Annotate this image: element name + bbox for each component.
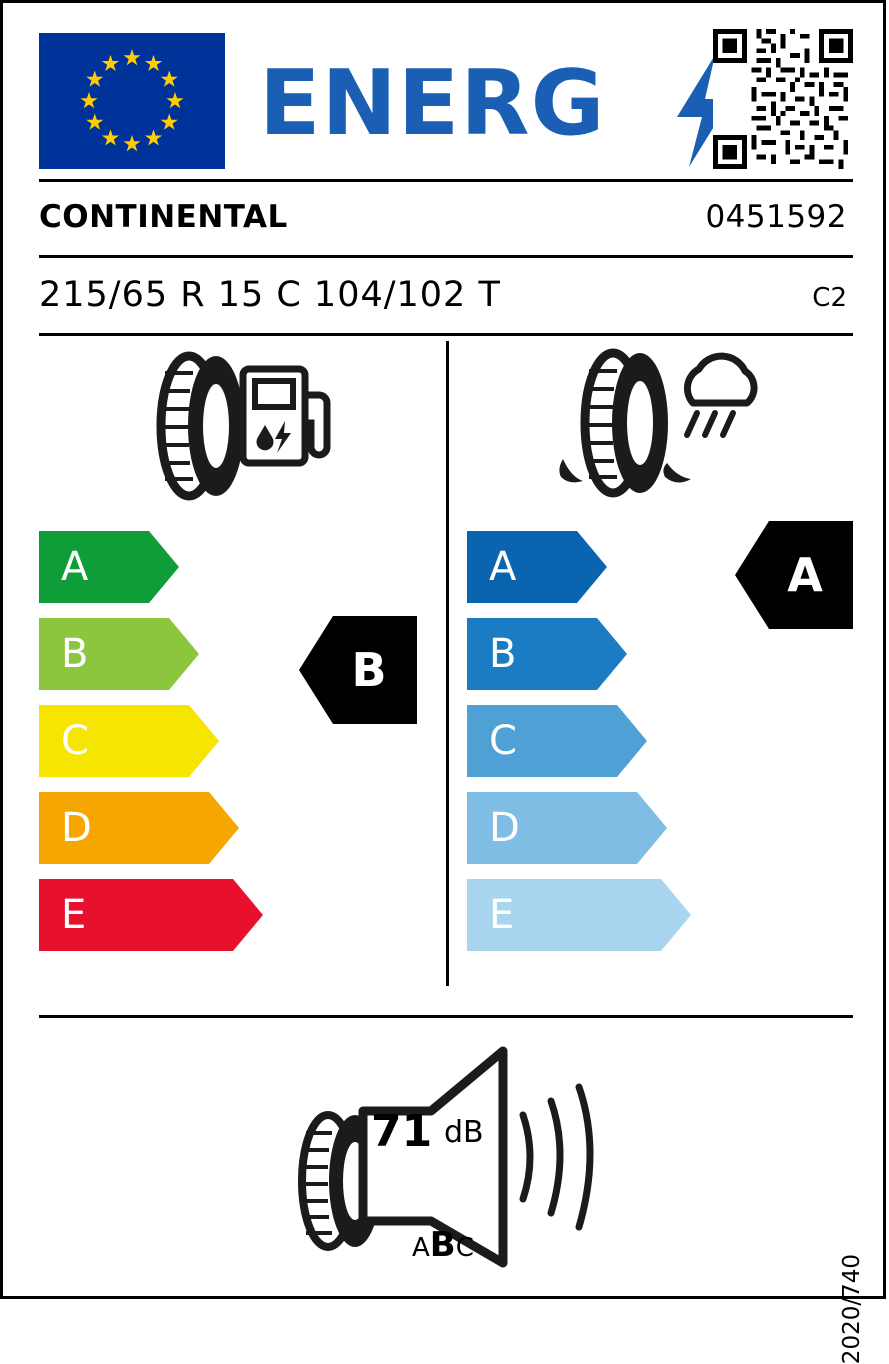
tyre-size: 215/65 R 15 C 104/102 T — [39, 275, 501, 315]
wet-grade-a — [467, 531, 707, 603]
tyre-icon — [161, 356, 244, 496]
wet-rating-letter: A — [787, 548, 823, 602]
fuel-efficiency-scale — [39, 531, 279, 966]
wet-grip-pictogram — [551, 351, 781, 503]
wet-grade-b — [467, 618, 707, 690]
wet-grade-c — [467, 705, 707, 777]
wet-rating-marker — [735, 521, 853, 629]
wet-grade-b-letter: B — [489, 631, 517, 677]
fuel-grade-b-letter: B — [61, 631, 89, 677]
noise-class-c: C — [455, 1233, 474, 1263]
fuel-grade-b — [39, 618, 279, 690]
divider-top — [39, 179, 853, 182]
fuel-grade-e-letter: E — [61, 892, 87, 938]
brand-name: CONTINENTAL — [39, 199, 288, 235]
fuel-pump-icon — [243, 369, 327, 463]
wet-grade-c-letter: C — [489, 718, 517, 764]
noise-class-b: B — [429, 1225, 456, 1265]
divider-size — [39, 333, 853, 336]
eu-flag-icon — [39, 33, 225, 169]
fuel-grade-d — [39, 792, 279, 864]
fuel-grade-d-letter: D — [61, 805, 92, 851]
regulation-year: 2020/740 — [839, 1254, 865, 1364]
divider-noise — [39, 1015, 853, 1018]
fuel-rating-letter: B — [351, 643, 387, 697]
fuel-grade-a-letter: A — [61, 544, 89, 590]
wet-grade-d-letter: D — [489, 805, 520, 851]
fuel-grade-c — [39, 705, 279, 777]
noise-class-a: A — [412, 1233, 430, 1263]
wet-grade-a-letter: A — [489, 544, 517, 590]
wet-grade-e — [467, 879, 707, 951]
label-header — [39, 29, 853, 175]
tyre-class-code: C2 — [812, 283, 847, 313]
model-code: 0451592 — [705, 199, 847, 235]
qr-code-icon — [713, 29, 853, 169]
fuel-grade-c-letter: C — [61, 718, 89, 764]
fuel-grade-a — [39, 531, 279, 603]
tyre-splash-icon — [559, 353, 691, 493]
divider-vertical — [446, 341, 449, 986]
rain-cloud-icon — [687, 356, 754, 435]
fuel-rating-marker — [299, 616, 417, 724]
noise-db-value: 71 — [371, 1106, 433, 1157]
fuel-efficiency-pictogram — [121, 351, 331, 501]
noise-db-unit: dB — [444, 1115, 484, 1150]
divider-brand — [39, 255, 853, 258]
wet-grip-scale — [467, 531, 707, 966]
noise-class-scale — [412, 1225, 474, 1265]
energ-wordmark: ENERG — [259, 51, 606, 156]
wet-grade-d — [467, 792, 707, 864]
wet-grade-e-letter: E — [489, 892, 515, 938]
fuel-grade-e — [39, 879, 279, 951]
sound-waves-icon — [523, 1087, 590, 1227]
